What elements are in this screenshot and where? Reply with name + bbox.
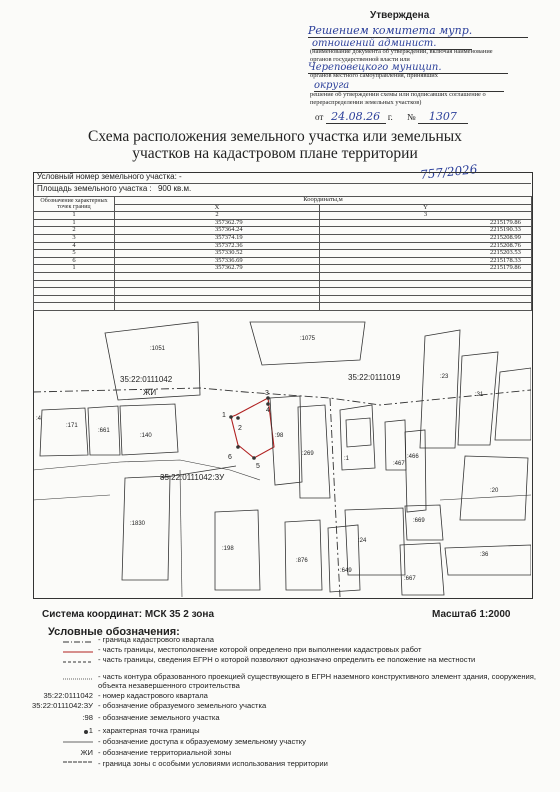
lot-label: :466 xyxy=(407,454,419,460)
point-label: 2 xyxy=(238,425,242,432)
lot-98-outline xyxy=(270,396,302,485)
point-marker xyxy=(252,456,256,460)
point-label: 6 xyxy=(228,454,232,461)
y-cell: 2215208.99 xyxy=(320,234,532,242)
lot-1075-outline xyxy=(250,322,365,365)
index-cell: 2 xyxy=(115,212,320,220)
legend-symbol: 1 xyxy=(88,726,93,735)
right-lot-outline xyxy=(495,368,531,440)
legend-title: Условные обозначения: xyxy=(48,626,180,638)
formed-parcel-label: 35:22:0111042:ЗУ xyxy=(160,473,225,482)
table-row xyxy=(34,227,532,235)
table-row xyxy=(34,257,532,265)
lot-label: :140 xyxy=(140,433,152,439)
number-value: 1307 xyxy=(418,110,468,124)
col1-header: Обозначение характерных точек границ xyxy=(34,197,115,212)
lot-label: :20 xyxy=(490,488,499,494)
x-cell: 357374.19 xyxy=(115,234,320,242)
y-cell: 2215190.33 xyxy=(320,227,532,235)
lot-label: :269 xyxy=(302,451,314,457)
lot-label: :876 xyxy=(296,558,308,564)
lot-649-outline xyxy=(328,525,360,592)
y-cell: 2215179.86 xyxy=(320,265,532,273)
cadastral-number-label: Условный номер земельного участка: - xyxy=(37,172,182,181)
date-value: 24.08.26 xyxy=(326,110,386,124)
lot-23-outline xyxy=(420,330,460,448)
lot-label: :1830 xyxy=(130,521,146,527)
y-cell: 2215208.76 xyxy=(320,242,532,250)
handwritten-org: Череповецкого муницип. xyxy=(308,62,508,74)
lot-876-outline xyxy=(285,520,322,590)
lot-466-outline xyxy=(405,430,426,512)
title-line2: участков на кадастровом плане территории xyxy=(132,145,418,162)
table-row xyxy=(34,242,532,250)
lot-label: :467 xyxy=(393,461,405,467)
lot-label: :198 xyxy=(222,546,234,552)
legend-text: - характерная точка границы xyxy=(98,726,200,735)
point-cell: 3 xyxy=(34,234,115,242)
number-prefix: № xyxy=(407,112,416,122)
x-cell: 357330.52 xyxy=(115,250,320,258)
lot-36-outline xyxy=(445,545,531,575)
lot-label: :667 xyxy=(404,576,416,582)
x-cell: 357364.24 xyxy=(115,227,320,235)
lot-1830-outline xyxy=(122,476,170,580)
lot-label: :1075 xyxy=(300,336,316,342)
note-decision: решение об утверждении схемы или подписавших соглашение о перераспределении земельных участков) xyxy=(310,91,486,106)
note-doc: (наименование документа об утверждении, включая наименование органов государственной власти или xyxy=(310,48,493,63)
street-line xyxy=(33,495,110,500)
legend-text: - обозначение земельного участка xyxy=(98,713,220,722)
table-row xyxy=(34,234,532,242)
table-row xyxy=(34,250,532,258)
scale: Масштаб 1:2000 xyxy=(432,609,511,620)
point-marker xyxy=(236,445,240,449)
coords-header: Координаты,м xyxy=(115,197,532,205)
table-row xyxy=(34,219,532,227)
street-line xyxy=(180,470,182,597)
legend-text: - граница кадастрового квартала xyxy=(98,635,214,644)
point-cell: 1 xyxy=(34,265,115,273)
legend-text: - обозначение территориальной зоны xyxy=(98,748,232,757)
cadastral-number-row xyxy=(33,172,531,184)
legend-text: - обозначение доступа к образуемому земельному участку xyxy=(98,737,306,746)
lot-label: :31 xyxy=(475,392,484,398)
handwritten-stamp: 757/2026 xyxy=(419,162,479,182)
point-cell: 1 xyxy=(34,219,115,227)
lot-label: :1051 xyxy=(150,346,166,352)
point-cell: 5 xyxy=(34,250,115,258)
coordinates-table xyxy=(33,196,532,311)
lot-171-outline xyxy=(40,408,88,456)
point-label: 5 xyxy=(256,463,260,470)
point-marker xyxy=(266,402,270,406)
point-marker xyxy=(236,416,240,420)
lot-140-outline xyxy=(120,404,178,455)
handwritten-doc2: отношений админист. xyxy=(312,38,472,50)
y-header: Y xyxy=(320,204,532,212)
legend-text: - обозначение образуемого земельного участка xyxy=(98,701,267,710)
y-cell: 2215203.53 xyxy=(320,250,532,258)
legend-text: - часть границы, сведения ЕГРН о которой позволяют однозначно определить ее положение на местности xyxy=(98,655,476,664)
quarter-boundary xyxy=(33,388,531,405)
legend-symbol: ЖИ xyxy=(80,748,93,757)
index-cell: 1 xyxy=(34,212,115,220)
quarter-boundary-2 xyxy=(330,398,340,597)
point-cell: 6 xyxy=(34,257,115,265)
y-cell: 2215179.86 xyxy=(320,219,532,227)
quarter-label-left: 35:22:0111042 xyxy=(120,375,173,384)
coord-system: Система координат: МСК 35 2 зона xyxy=(42,609,215,620)
lot-label: :1 xyxy=(344,456,350,462)
lot-label: :4 xyxy=(36,416,42,422)
lot-label: :661 xyxy=(98,428,110,434)
lot-label: :669 xyxy=(413,518,425,524)
point-label: 3 xyxy=(265,390,269,397)
table-row xyxy=(34,265,532,273)
legend-text: - граница зоны с особыми условиями использования территории xyxy=(98,759,328,768)
area-label: Площадь земельного участка : xyxy=(37,184,152,193)
legend-symbol: :98 xyxy=(82,713,93,722)
lot-label: :24 xyxy=(358,538,367,544)
page-title xyxy=(40,128,510,162)
lot-label: :171 xyxy=(66,423,78,429)
note-org: органов местного самоуправления, принявших xyxy=(310,72,438,79)
title-line1: Схема расположения земельного участка или земельных xyxy=(88,128,462,145)
legend-symbol: 35:22:0111042 xyxy=(43,691,93,700)
date-prefix: от xyxy=(315,112,324,122)
lot-label: :23 xyxy=(440,374,449,380)
index-cell: 3 xyxy=(320,212,532,220)
lot-1-building xyxy=(346,418,371,447)
lot-31-outline xyxy=(458,352,498,445)
x-cell: 357336.69 xyxy=(115,257,320,265)
x-cell: 357372.36 xyxy=(115,242,320,250)
handwritten-org2: округа xyxy=(314,80,504,92)
legend-symbol: 35:22:0111042:ЗУ xyxy=(32,701,93,710)
zone-label: ЖИ xyxy=(143,388,157,397)
point-label: 4 xyxy=(266,407,270,414)
lot-24-outline xyxy=(345,508,405,575)
y-cell: 2215178.33 xyxy=(320,257,532,265)
lot-label: :649 xyxy=(340,568,352,574)
cadastral-map xyxy=(33,318,531,597)
street-line xyxy=(440,495,531,500)
legend-text: - номер кадастрового квартала xyxy=(98,691,208,700)
lot-label: :98 xyxy=(275,433,284,439)
approval-heading: Утверждена xyxy=(370,10,430,21)
legend-text: - часть границы, местоположение которой определено при выполнении кадастровых работ xyxy=(98,645,422,654)
handwritten-doc: Решением комитета мупр. xyxy=(308,24,528,38)
lot-667-outline xyxy=(400,543,444,595)
point-label: 1 xyxy=(222,412,226,419)
area-value: 900 кв.м. xyxy=(157,184,192,193)
point-cell: 2 xyxy=(34,227,115,235)
legend-text: - часть контура образованного проекцией существующего в ЕГРН наземного конструктивного элемент здания, сооружения, объекта незавершенного строительства xyxy=(98,672,536,690)
date-g: г. xyxy=(387,112,393,122)
x-cell: 357362.79 xyxy=(115,265,320,273)
approval-date-line xyxy=(315,110,525,124)
lot-label: :36 xyxy=(480,552,489,558)
quarter-label-right: 35:22:0111019 xyxy=(348,373,401,382)
point-cell: 4 xyxy=(34,242,115,250)
point-marker xyxy=(229,415,233,419)
x-cell: 357362.79 xyxy=(115,219,320,227)
x-header: X xyxy=(115,204,320,212)
